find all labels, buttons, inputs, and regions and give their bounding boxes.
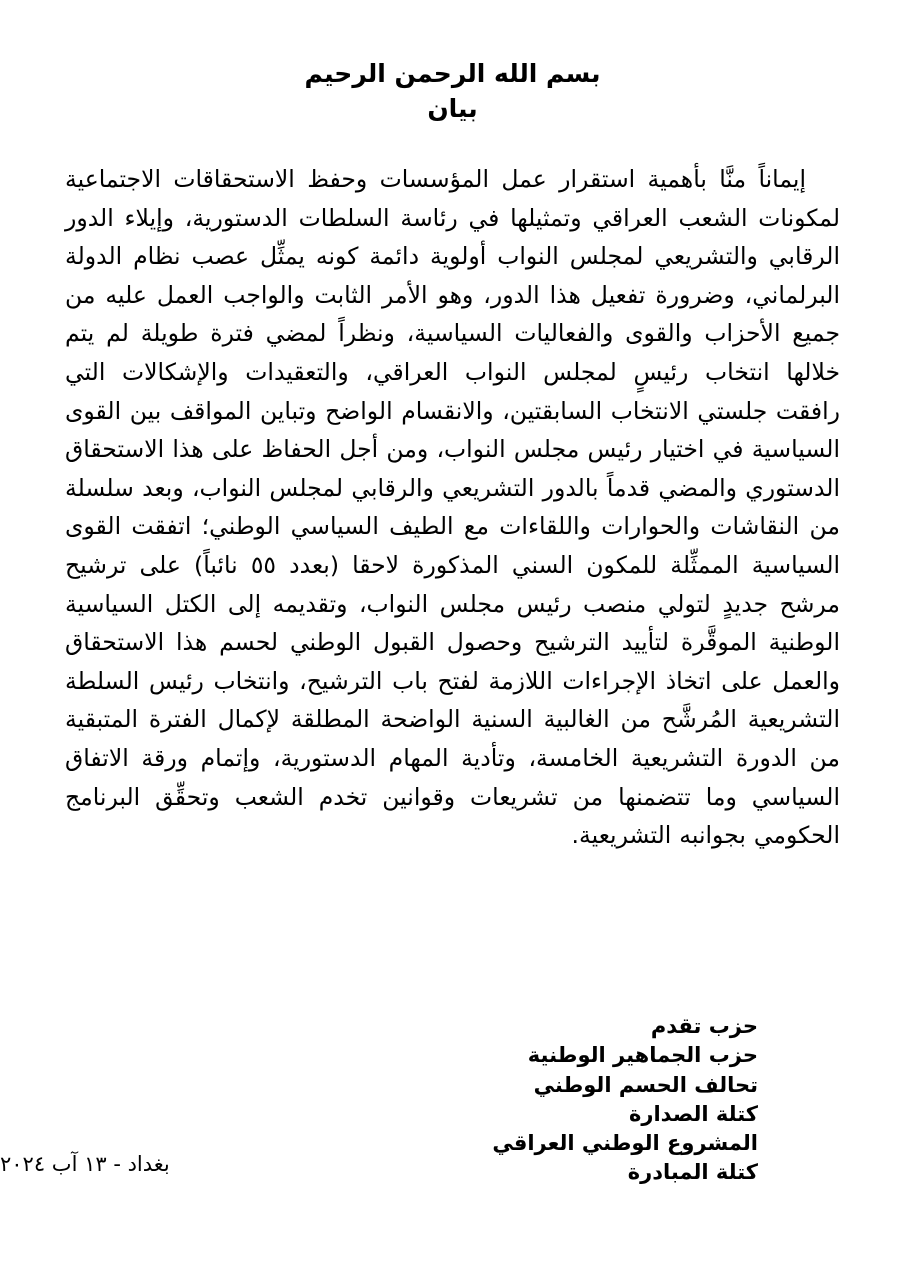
signatory-line: حزب تقدم bbox=[650, 1014, 758, 1038]
basmala-heading: بسم الله الرحمن الرحيم bbox=[304, 59, 601, 88]
signatory-line: المشروع الوطني العراقي bbox=[492, 1131, 758, 1156]
document-header bbox=[0, 58, 905, 125]
statement-body bbox=[65, 160, 840, 855]
dateline-text: بغداد - ١٣ آب ٢٠٢٤ bbox=[0, 1152, 170, 1176]
document-type-heading: بيان bbox=[427, 93, 478, 123]
statement-paragraph: إيماناً منَّا بأهمية استقرار عمل المؤسسات وحفظ الاستحقاقات الاجتماعية لمكونات الشعب العراقي وتمثيلها في رئاسة السلطات الدستورية، وإيلاء الدور الرقابي والتشريعي لمجلس النواب أولوية دائمة كونه يمثِّل عصب نظام الدولة البرلماني، وضرورة تفعيل هذا الدور، وهو الأمر الثابت والواجب العمل عليه من جميع الأحزاب والقوى والفعاليات السياسية، ونظراً لمضي فترة طويلة لم يتم خلالها انتخاب رئيسٍ لمجلس النواب العراقي، والتعقيدات والإشكالات التي رافقت جلستي الانتخاب السابقتين، والانقسام الواضح وتباين المواقف بين القوى السياسية في اختيار رئيس مجلس النواب، ومن أجل الحفاظ على هذا الاستحقاق الدستوري والمضي قدماً بالدور التشريعي والرقابي لمجلس النواب، وبعد سلسلة من النقاشات والحوارات واللقاءات مع الطيف السياسي الوطني؛ اتفقت القوى السياسية الممثِّلة للمكون السني المذكورة لاحقا (بعدد ٥٥ نائباً) على ترشيح مرشح جديدٍ لتولي منصب رئيس مجلس النواب، وتقديمه إلى الكتل السياسية الوطنية الموقَّرة لتأييد الترشيح وحصول القبول الوطني لحسم هذا الاستحقاق والعمل على اتخاذ الإجراءات اللازمة لفتح باب الترشيح، وانتخاب رئيس السلطة التشريعية المُرشَّح من الغالبية السنية الواضحة المطلقة لإكمال الفترة المتبقية من الدورة التشريعية الخامسة، وتأدية المهام الدستورية، وإتمام ورقة الاتفاق السياسي وما تتضمنها من تشريعات وقوانين تخدم الشعب وتحقِّق البرنامج الحكومي بجوانبه التشريعية. bbox=[65, 165, 841, 850]
signatory-line: كتلة الصدارة bbox=[629, 1101, 758, 1126]
signatory-line: كتلة المبادرة bbox=[627, 1160, 758, 1185]
signatory-line: حزب الجماهير الوطنية bbox=[527, 1043, 758, 1068]
signatories-block bbox=[492, 1012, 758, 1188]
signatory-line: تحالف الحسم الوطني bbox=[533, 1072, 758, 1097]
dateline bbox=[0, 1152, 271, 1176]
